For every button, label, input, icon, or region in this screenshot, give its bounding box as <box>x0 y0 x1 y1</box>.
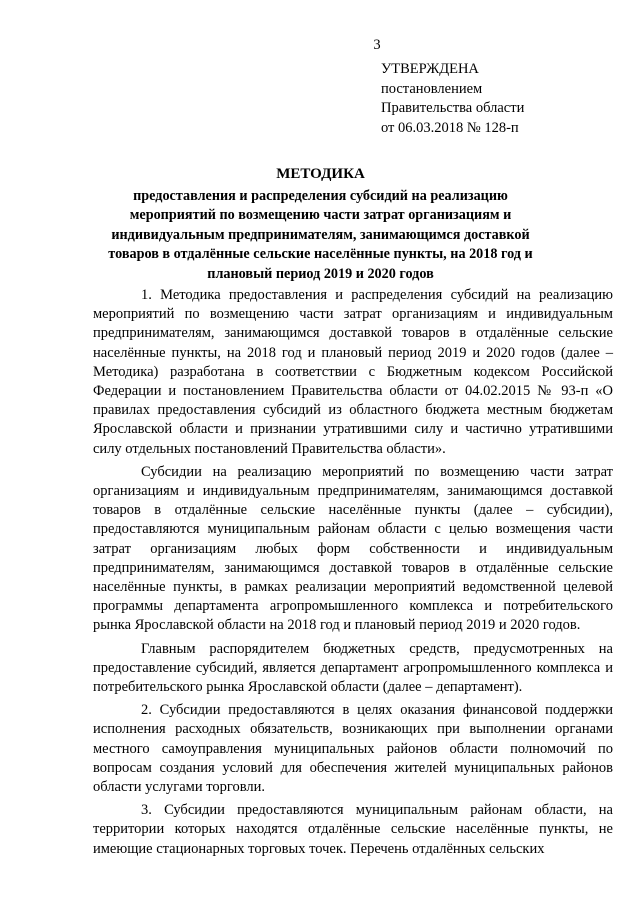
paragraph-4: 2. Субсидии предоставляются в целях оказания финансовой поддержки исполнения расходных обязательств, возникающих при выполнении органами местного самоуправления муниципальных районов области полномочий по вопросам создания условий для обеспечения жителей муниципальных районов области услугами торговли. <box>93 702 613 796</box>
paragraph-1: 1. Методика предоставления и распределения субсидий на реализацию мероприятий по возмещению части затрат организациям и индивидуальным предпринимателям, занимающимся доставкой товаров в отдалённые сельские населённые пункты, на 2018 год и плановый период 2019 и 2020 годов (далее – Методика) разработана в соответствии с Бюджетным кодексом Российской Федерации и постановлением Правительства области от 04.02.2015 № 93-п «О правилах предоставления субсидий из областного бюджета местным бюджетам Ярославской области и признании утратившими силу и частично утратившими силу отдельных постановлений Правительства области». <box>93 287 613 457</box>
approval-line-3: от 06.03.2018 № 128-п <box>381 119 519 136</box>
approval-line-2: Правительства области <box>381 100 525 116</box>
paragraph-2: Субсидии на реализацию мероприятий по возмещению части затрат организациям и индивидуальным предпринимателям, занимающимся доставкой товаров в отдалённые сельские населённые пункты (далее – субсидии), предоставляются муниципальным районам области с целью возмещения части затрат организациям любых форм собственности и индивидуальным предпринимателям, занимающимся доставкой товаров в отдалённые сельские населённые пункты, в рамках реализации мероприятий ведомственной целевой программы департамента агропромышленного комплекса и потребительского рынка Ярославской области на 2018 год и плановый период 2019 и 2020 годов. <box>93 463 613 634</box>
document-title: МЕТОДИКА <box>276 166 365 182</box>
approval-status: УТВЕРЖДЕНА <box>381 61 479 77</box>
document-heading <box>93 165 548 284</box>
approval-line-1: постановлением <box>381 80 483 97</box>
paragraph-3: Главным распорядителем бюджетных средств, предусмотренных на предоставление субсидий, является департамент агропромышленного комплекса и потребительского рынка Ярославской области (далее – департамент). <box>93 640 613 696</box>
document-subtitle: предоставления и распределения субсидий на реализацию мероприятий по возмещению части затрат организациям и индивидуальным предпринимателям, занимающимся доставкой товаров в отдалённые сельские населённые пункты, на 2018 год и плановый период 2019 и 2020 годов <box>108 187 533 282</box>
paragraph-5: 3. Субсидии предоставляются муниципальным районам области, на территории которых находятся отдалённые сельские населённые пункты, не имеющие стационарных торговых точек. Перечень отдалённых сельских <box>93 802 613 857</box>
page-number: 3 <box>373 37 381 53</box>
document-body <box>93 286 613 859</box>
approval-stamp <box>381 60 524 138</box>
